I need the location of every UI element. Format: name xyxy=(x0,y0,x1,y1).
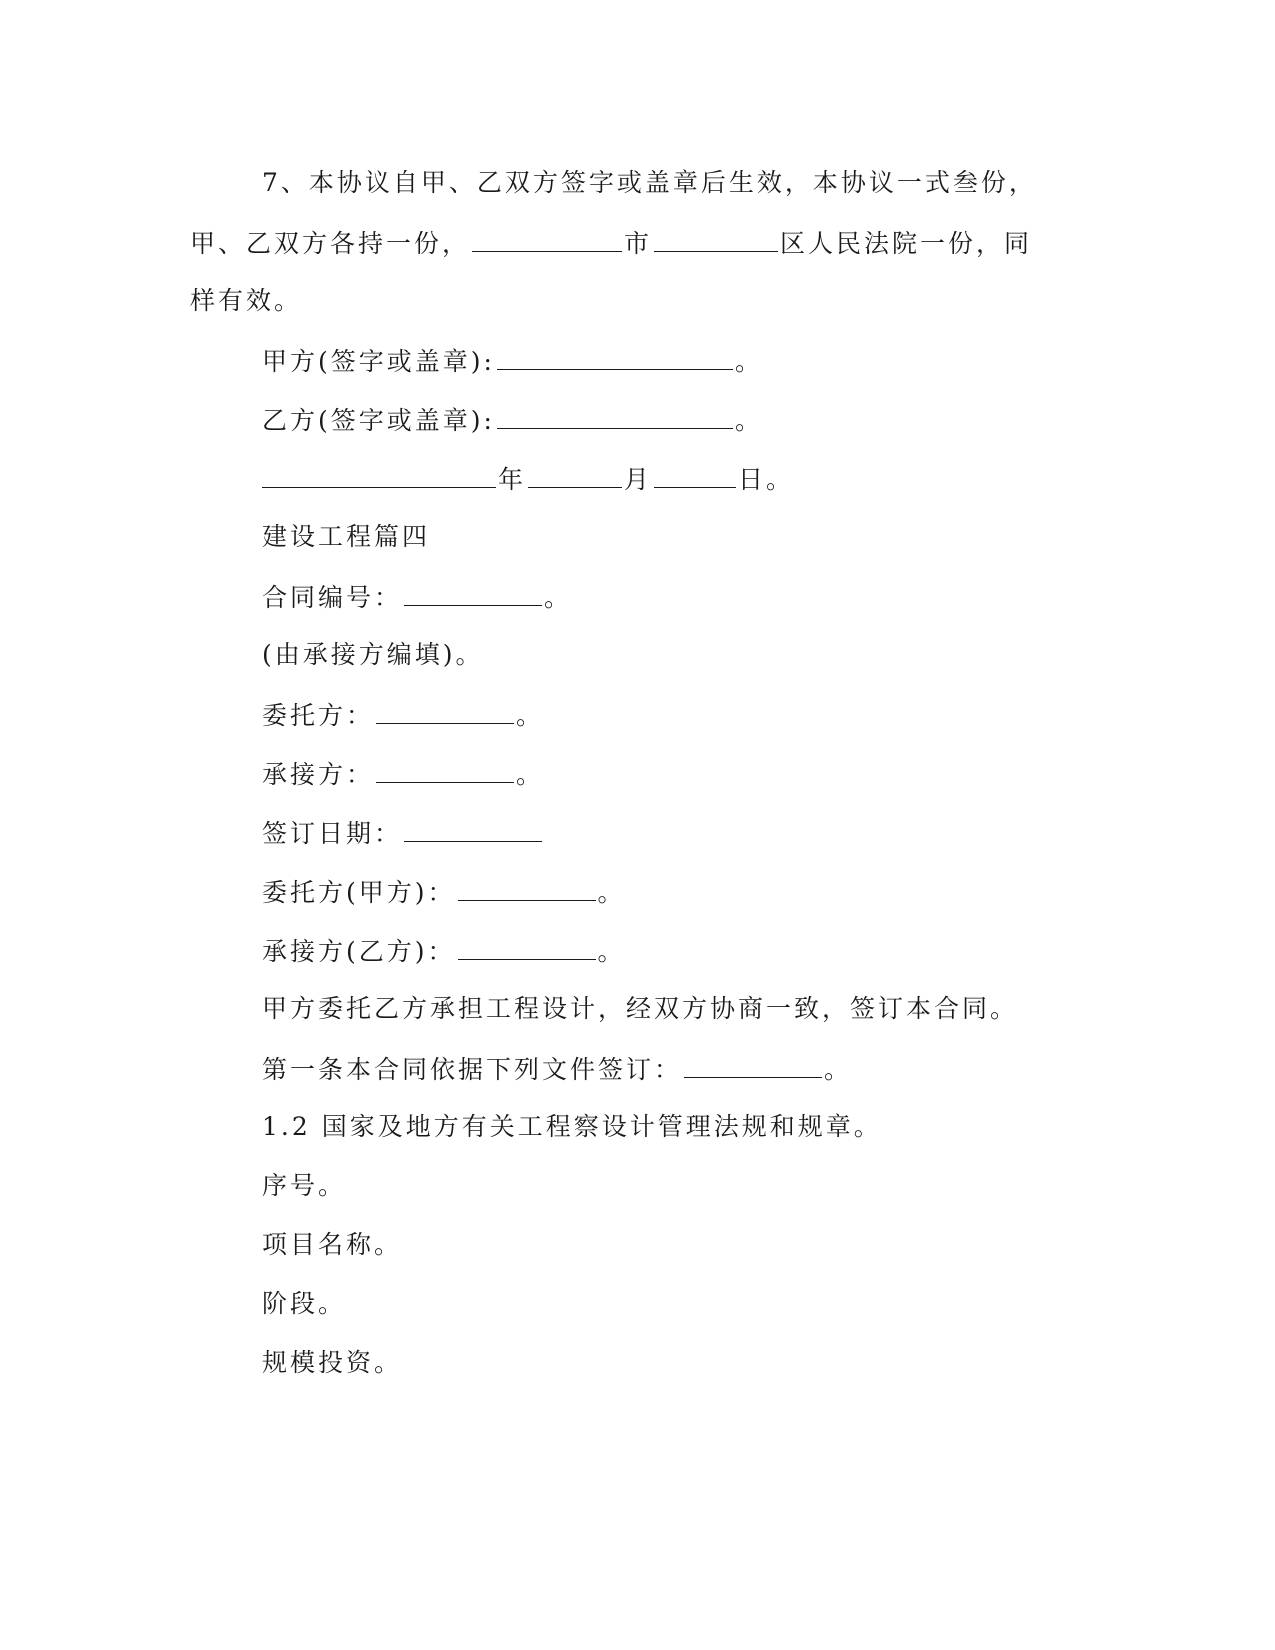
intro-text: 甲方委托乙方承担工程设计，经双方协商一致，签订本合同。 xyxy=(262,994,1019,1023)
header-serial-text: 序号。 xyxy=(262,1171,347,1200)
district-blank[interactable] xyxy=(654,225,778,252)
header-project-name-text: 项目名称。 xyxy=(262,1230,403,1259)
city-blank[interactable] xyxy=(472,225,622,252)
header-project-name xyxy=(262,1228,402,1262)
party-b-signature-end: 。 xyxy=(734,406,763,435)
day-blank[interactable] xyxy=(654,461,736,488)
para7-line2-text-a: 甲、乙双方各持一份， xyxy=(190,229,471,258)
article-1-label: 第一条本合同依据下列文件签订： xyxy=(262,1055,683,1084)
para7-line2 xyxy=(190,225,1032,261)
sign-date-label: 签订日期： xyxy=(262,819,403,848)
sign-date-blank[interactable] xyxy=(404,815,542,842)
contract-number-end: 。 xyxy=(544,583,573,612)
month-label: 月 xyxy=(624,465,653,494)
contractor-end: 。 xyxy=(516,760,545,789)
contract-number-blank[interactable] xyxy=(404,579,542,606)
para7-line3 xyxy=(190,284,302,318)
section-title-text: 建设工程篇四 xyxy=(262,522,431,551)
client-party-a-label: 委托方(甲方)： xyxy=(262,878,456,907)
contractor-party-b-blank[interactable] xyxy=(458,933,596,960)
client-party-a-end: 。 xyxy=(597,878,626,907)
para7-line3-text: 样有效。 xyxy=(190,286,303,315)
sign-date-line xyxy=(262,815,544,851)
party-a-signature-label: 甲方(签字或盖章): xyxy=(262,347,495,376)
header-stage xyxy=(262,1287,346,1321)
year-blank[interactable] xyxy=(262,461,496,488)
party-a-signature-line xyxy=(262,343,763,379)
month-blank[interactable] xyxy=(528,461,622,488)
intro-line xyxy=(262,992,1018,1026)
day-label: 日。 xyxy=(738,465,795,494)
filled-by-note xyxy=(262,638,484,672)
date-line xyxy=(262,461,794,497)
filled-by-text: (由承接方编填)。 xyxy=(262,640,484,669)
party-b-signature-blank[interactable] xyxy=(497,402,733,429)
client-end: 。 xyxy=(516,701,545,730)
article-1-end: 。 xyxy=(824,1055,853,1084)
item-1-2-line xyxy=(262,1110,882,1144)
para7-line1-text: 7、本协议自甲、乙双方签字或盖章后生效，本协议一式叁份， xyxy=(262,168,1037,197)
contract-number-label: 合同编号： xyxy=(262,583,403,612)
article-1-line xyxy=(262,1051,852,1087)
client-blank[interactable] xyxy=(376,697,514,724)
client-party-a-line xyxy=(262,874,626,910)
item-1-2-text: 1.2 国家及地方有关工程察设计管理法规和规章。 xyxy=(262,1112,882,1141)
para7-line1 xyxy=(262,166,1037,200)
contractor-blank[interactable] xyxy=(376,756,514,783)
contractor-label: 承接方： xyxy=(262,760,375,789)
party-a-signature-end: 。 xyxy=(734,347,763,376)
contract-number-line xyxy=(262,579,572,615)
contractor-party-b-line xyxy=(262,933,626,969)
para7-line2-text-c: 区人民法院一份，同 xyxy=(780,229,1033,258)
contractor-party-b-label: 承接方(乙方)： xyxy=(262,937,456,966)
client-label: 委托方： xyxy=(262,701,375,730)
header-scale-investment xyxy=(262,1346,402,1380)
year-label: 年 xyxy=(498,465,527,494)
article-1-blank[interactable] xyxy=(684,1051,822,1078)
client-party-a-blank[interactable] xyxy=(458,874,596,901)
party-b-signature-label: 乙方(签字或盖章): xyxy=(262,406,495,435)
header-stage-text: 阶段。 xyxy=(262,1289,347,1318)
header-serial xyxy=(262,1169,346,1203)
contractor-party-b-end: 。 xyxy=(597,937,626,966)
section-title xyxy=(262,520,430,554)
party-b-signature-line xyxy=(262,402,763,438)
para7-line2-text-b: 市 xyxy=(624,229,653,258)
contractor-line xyxy=(262,756,544,792)
header-scale-investment-text: 规模投资。 xyxy=(262,1348,403,1377)
client-line xyxy=(262,697,544,733)
party-a-signature-blank[interactable] xyxy=(497,343,733,370)
